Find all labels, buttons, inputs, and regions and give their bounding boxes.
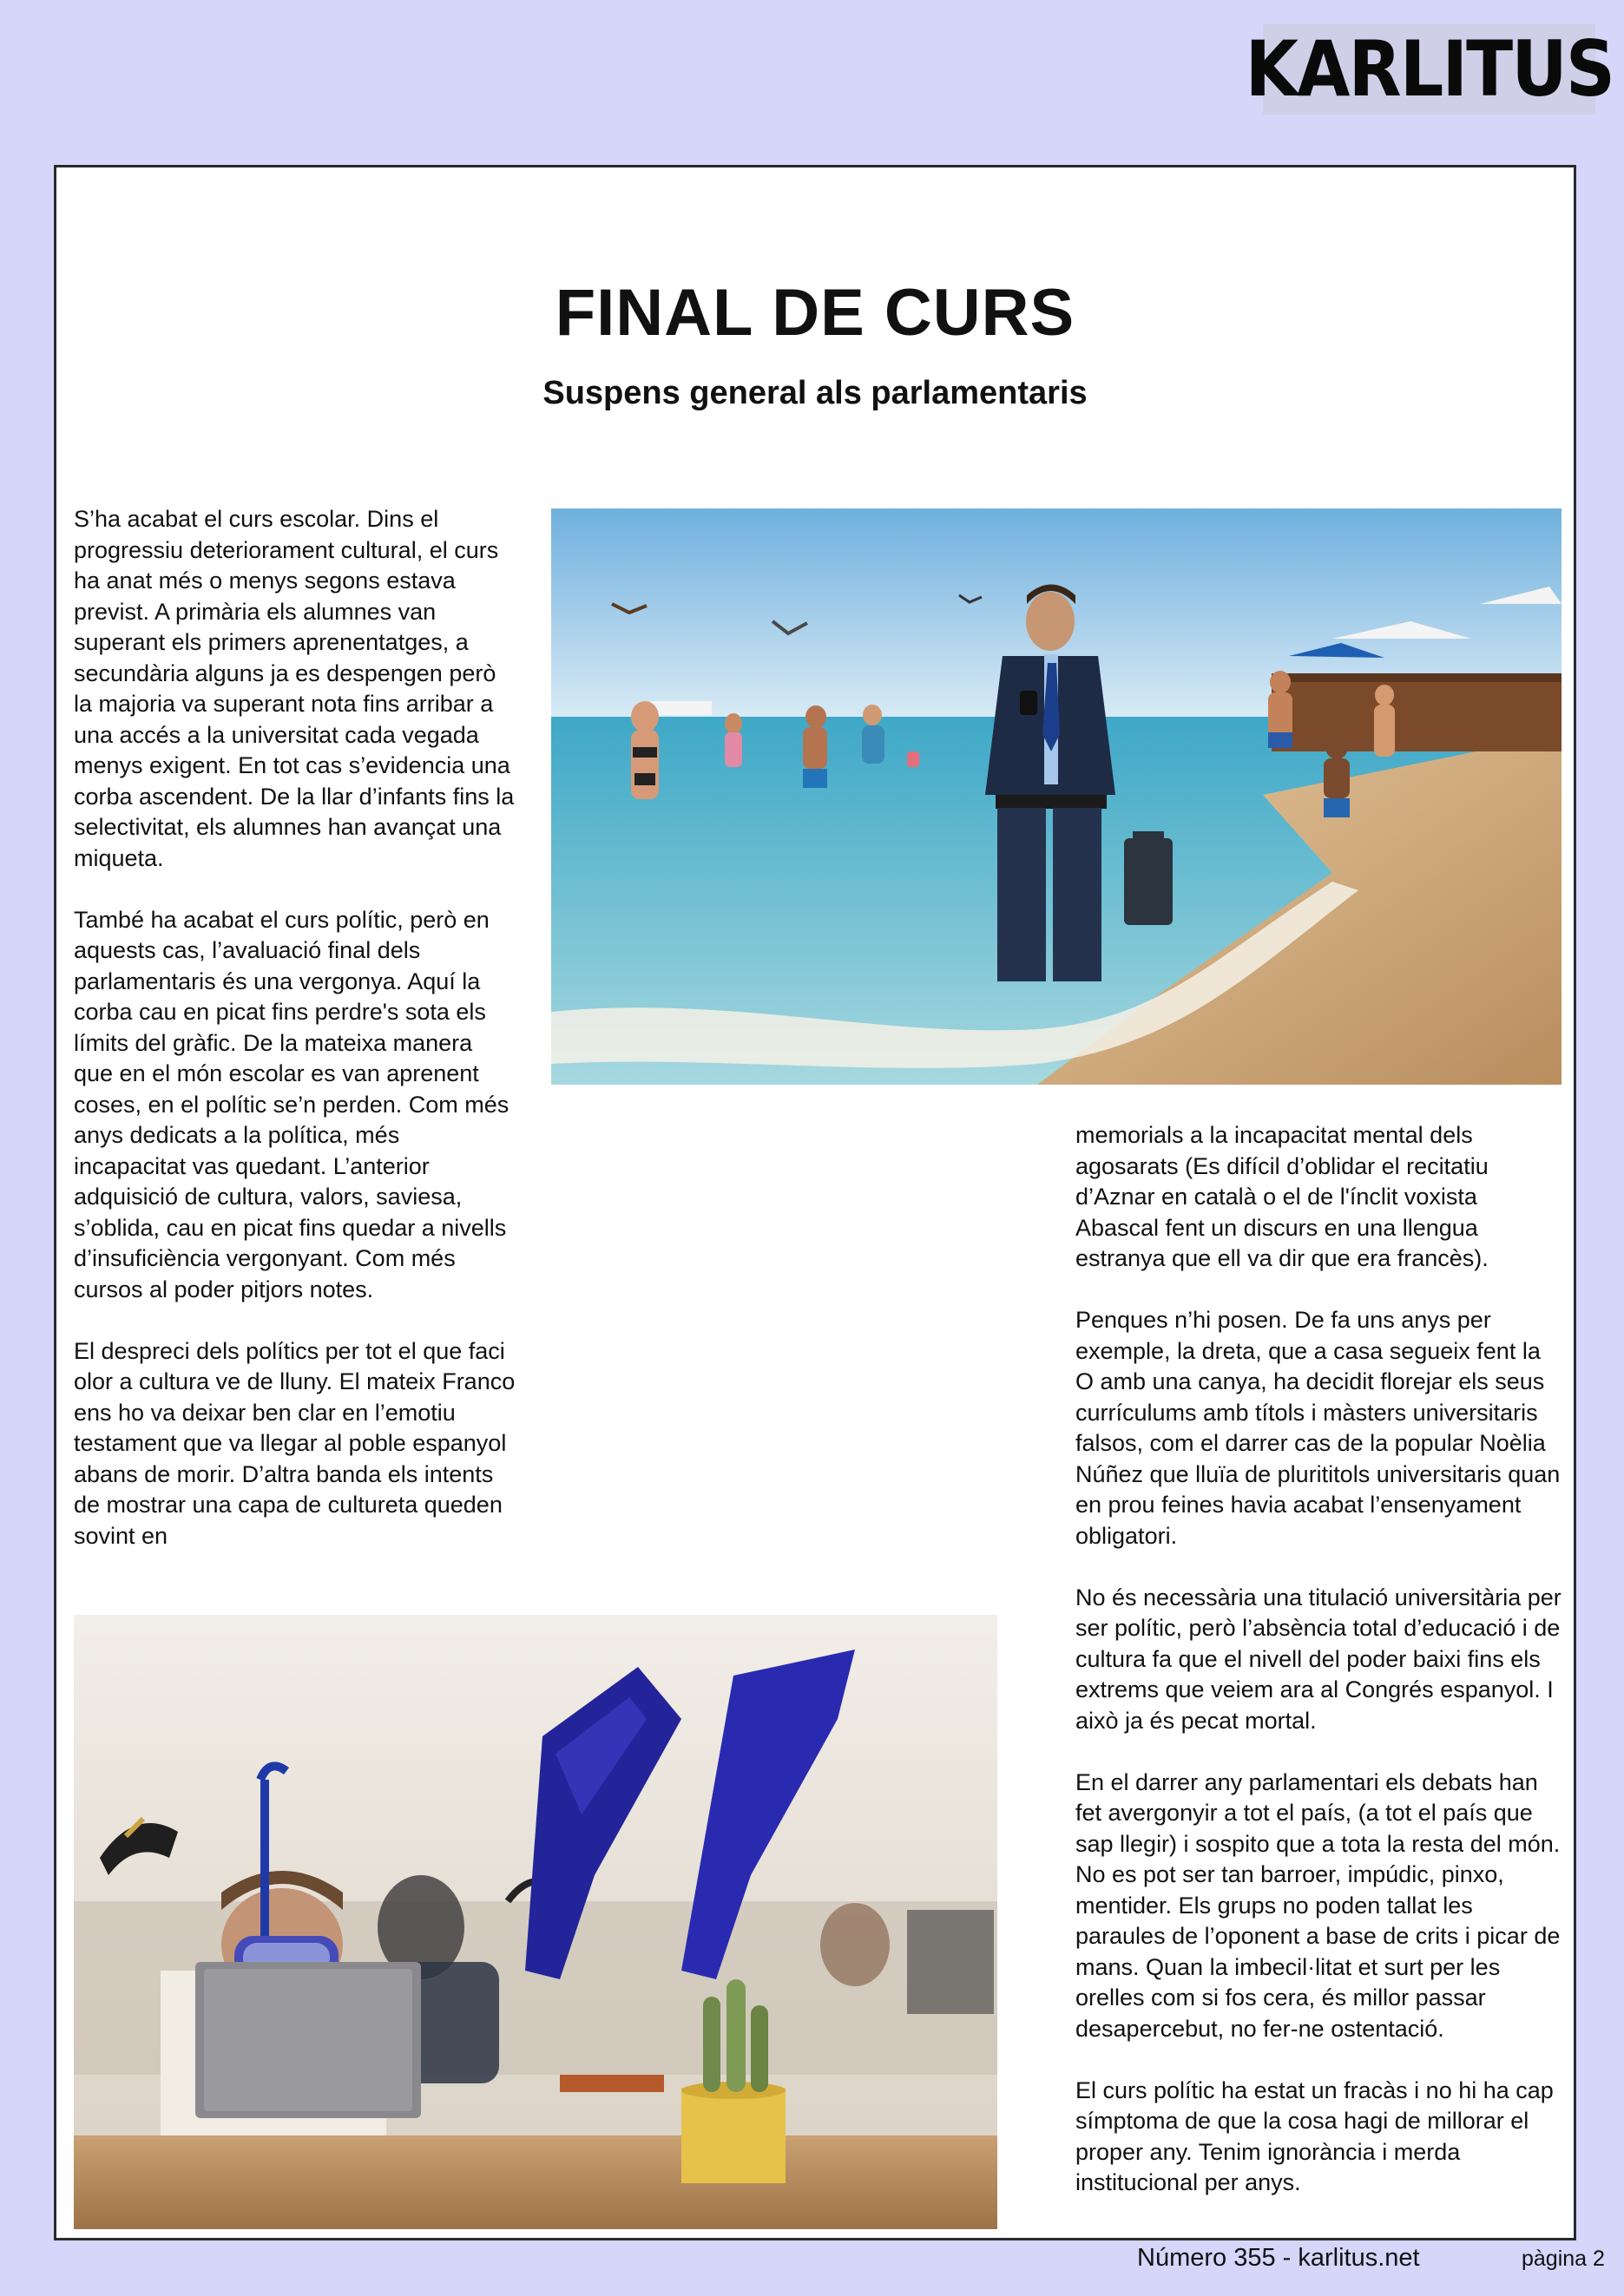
article-subtitle: Suspens general als parlamentaris xyxy=(542,375,1088,411)
paragraph: No és necessària una titulació universitària per ser polític, però l’absència total d’educació i de cultura fa que el nivell del poder baixi fins els extrems que veiem ara al Congrés espanyol. I això ja és pecat mortal. xyxy=(1075,1584,1562,1734)
page-number: pàgina 2 xyxy=(1522,2247,1605,2271)
office-snorkel-photo xyxy=(74,1615,997,2229)
paragraph: memorials a la incapacitat mental dels agosarats (Es difícil d’oblidar el recitatiu d’Aznar en català o el de l'ínclit voxista Abascal fent un discurs en una llengua estranya que ell va dir que era francès). xyxy=(1075,1122,1489,1271)
article-title: FINAL DE CURS xyxy=(555,276,1075,350)
right-text-column xyxy=(1075,1120,1562,2229)
left-text-column xyxy=(74,504,516,1583)
paragraph: També ha acabat el curs polític, però en aquests cas, l’avaluació final dels parlamentaris és una vergonya. Aquí la corba cau en picat fins perdre's sota els límits del gràfic. De la mateixa manera que en el món escolar es van aprenent coses, en el polític se’n perden. Com més anys dedicats a la política, més incapacitat vas quedant. L’anterior adquisició de cultura, valors, saviesa, s’oblida, cau en picat fins quedar a nivells d’insuficiència vergonyant. Com més cursos al poder pitjors notes. xyxy=(74,906,510,1302)
paragraph: El despreci dels polítics per tot el que faci olor a cultura ve de lluny. El mateix Franco ens ho va deixar ben clar en l’emotiu testament que va llegar al poble espanyol abans de morir. D’altra banda els intents de mostrar una capa de cultureta queden sovint en xyxy=(74,1337,516,1549)
paragraph: En el darrer any parlamentari els debats han fet avergonyir a tot el país, (a tot el país que sap llegir) i sospito que a tota la resta del món. No es pot ser tan barroer, impúdic, pinxo, mentider. Els grups no poden tallat les paraules de l’oponent a base de crits i picar de mans. Quan la imbecil·litat et surt per les orelles com si fos cera, és millor passar desapercebut, no fer-ne ostentació. xyxy=(1075,1768,1561,2042)
page-frame xyxy=(54,165,1576,2240)
karlitus-logo xyxy=(1245,24,1614,115)
paragraph: El curs polític ha estat un fracàs i no hi ha cap símptoma de que la cosa hagi de millorar el proper any. Tenim ignorància i merda institucional per anys. xyxy=(1075,2076,1554,2195)
issue-info: Número 355 - karlitus.net xyxy=(1137,2244,1420,2272)
logo-text: KARLITUS xyxy=(1245,24,1614,114)
beach-businessman-photo xyxy=(551,508,1562,1085)
paragraph: S’ha acabat el curs escolar. Dins el progressiu deteriorament cultural, el curs ha anat més o menys segons estava previst. A primària els alumnes van superant els primers aprenentatges, a secundària alguns ja es despengen però la majoria va superant nota fins arribar a una accés a la universitat cada vegada menys exigent. En tot cas s’evidencia una corba ascendent. De la llar d’infants fins la selectivitat, els alumnes han avançat una miqueta. xyxy=(74,506,515,871)
paragraph: Penques n’hi posen. De fa uns anys per exemple, la dreta, que a casa segueix fent la O amb una canya, ha decidit florejar els seus currículums amb títols i màsters universitaris falsos, com el darrer cas de la popular Noèlia Núñez que lluïa de plurititols universitaris quan en prou feines havia acabat l’ensenyament obligatori. xyxy=(1075,1307,1561,1549)
